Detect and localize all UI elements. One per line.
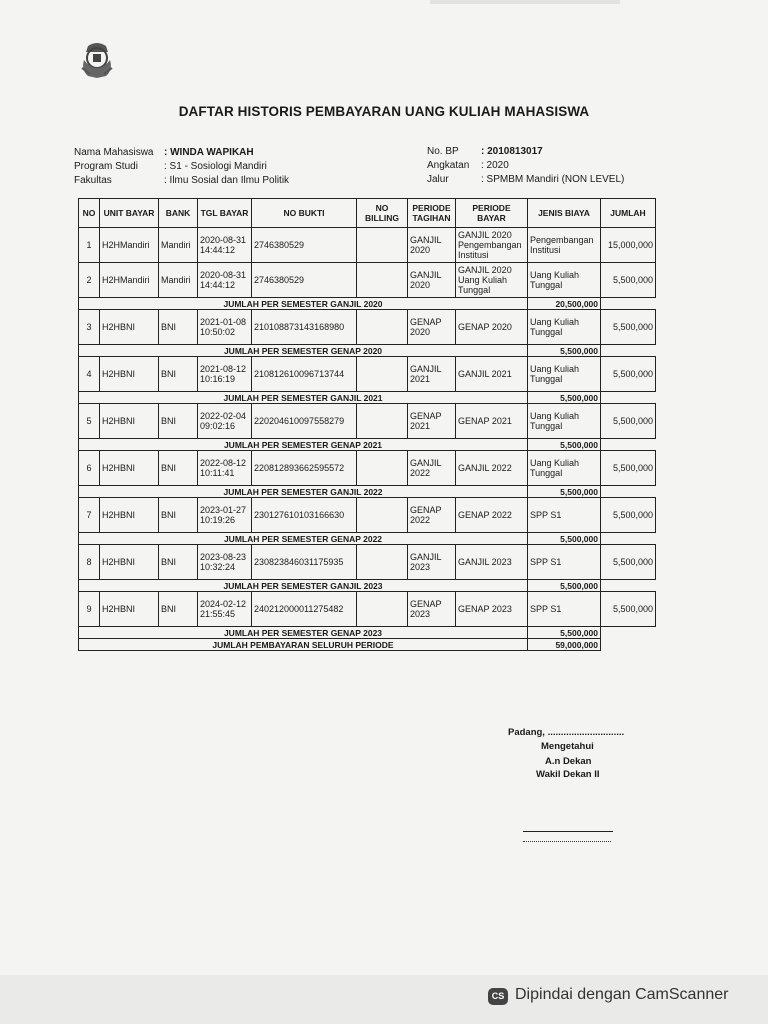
cell-tgl: 2021-01-08 10:50:02 [198, 310, 252, 345]
cell-bukti: 210108873143168980 [252, 310, 357, 345]
camscanner-icon: CS [488, 988, 508, 1005]
cell-tagihan: GANJIL 2021 [408, 357, 456, 392]
cell-no: 4 [79, 357, 100, 392]
signature-place-date: Padang, ............................. [508, 727, 625, 738]
subtotal-value: 5,500,000 [528, 439, 601, 451]
cell-no: 1 [79, 228, 100, 263]
cell-billing [357, 263, 408, 298]
student-info-right [427, 145, 624, 187]
subtotal-label: JUMLAH PER SEMESTER GENAP 2020 [79, 345, 528, 357]
cell-no: 3 [79, 310, 100, 345]
subtotal-label: JUMLAH PER SEMESTER GENAP 2021 [79, 439, 528, 451]
cell-jumlah: 5,500,000 [601, 592, 656, 627]
subtotal-row [79, 533, 656, 545]
cell-bayar: GANJIL 2021 [456, 357, 528, 392]
cell-bukti: 2746380529 [252, 228, 357, 263]
grand-total-empty [601, 639, 656, 651]
subtotal-empty [601, 345, 656, 357]
cell-jenis: Uang Kuliah Tunggal [528, 451, 601, 486]
info-row-angkatan: Angkatan : 2020 [427, 160, 509, 171]
cell-bank: BNI [159, 498, 198, 533]
subtotal-value: 5,500,000 [528, 392, 601, 404]
cell-unit: H2HBNI [100, 498, 159, 533]
cell-bank: BNI [159, 545, 198, 580]
subtotal-label: JUMLAH PER SEMESTER GENAP 2023 [79, 627, 528, 639]
cell-bank: BNI [159, 310, 198, 345]
cell-no: 9 [79, 592, 100, 627]
subtotal-row [79, 439, 656, 451]
subtotal-value: 5,500,000 [528, 533, 601, 545]
subtotal-value: 20,500,000 [528, 298, 601, 310]
header-cell: UNIT BAYAR [100, 199, 159, 228]
cell-tgl: 2022-02-04 09:02:16 [198, 404, 252, 439]
subtotal-empty [601, 486, 656, 498]
subtotal-value: 5,500,000 [528, 580, 601, 592]
header-cell: NO [79, 199, 100, 228]
signature-line-mengetahui: Mengetahui [541, 741, 594, 752]
camscanner-watermark: Dipindai dengan CamScanner [515, 986, 729, 1003]
cell-billing [357, 451, 408, 486]
subtotal-empty [601, 392, 656, 404]
cell-billing [357, 357, 408, 392]
cell-jumlah: 5,500,000 [601, 545, 656, 580]
cell-bayar: GANJIL 2022 [456, 451, 528, 486]
cell-tagihan: GANJIL 2020 [408, 228, 456, 263]
header-cell: BANK [159, 199, 198, 228]
subtotal-value: 5,500,000 [528, 486, 601, 498]
cell-bank: BNI [159, 404, 198, 439]
subtotal-value: 5,500,000 [528, 627, 601, 639]
cell-jumlah: 5,500,000 [601, 310, 656, 345]
cell-bukti: 2746380529 [252, 263, 357, 298]
cell-bank: BNI [159, 592, 198, 627]
cell-jenis: SPP S1 [528, 545, 601, 580]
subtotal-row [79, 580, 656, 592]
subtotal-empty [601, 580, 656, 592]
subtotal-label: JUMLAH PER SEMESTER GENAP 2022 [79, 533, 528, 545]
header-cell: NO BILLING [357, 199, 408, 228]
signature-dotted-line [523, 841, 611, 842]
cell-no: 7 [79, 498, 100, 533]
cell-billing [357, 228, 408, 263]
table-row [79, 357, 656, 392]
cell-tagihan: GENAP 2023 [408, 592, 456, 627]
cell-tagihan: GANJIL 2022 [408, 451, 456, 486]
subtotal-row [79, 345, 656, 357]
grand-total-label: JUMLAH PEMBAYARAN SELURUH PERIODE [79, 639, 528, 651]
cell-jumlah: 15,000,000 [601, 228, 656, 263]
subtotal-label: JUMLAH PER SEMESTER GANJIL 2021 [79, 392, 528, 404]
grand-total-value: 59,000,000 [528, 639, 601, 651]
cell-unit: H2HMandiri [100, 263, 159, 298]
subtotal-empty [601, 298, 656, 310]
cell-billing [357, 310, 408, 345]
header-cell: JENIS BIAYA [528, 199, 601, 228]
cell-jenis: Uang Kuliah Tunggal [528, 357, 601, 392]
cell-tgl: 2023-08-23 10:32:24 [198, 545, 252, 580]
cell-bank: Mandiri [159, 228, 198, 263]
signature-line-an-dekan: A.n Dekan [545, 756, 592, 767]
header-cell: TGL BAYAR [198, 199, 252, 228]
table-row [79, 263, 656, 298]
cell-jumlah: 5,500,000 [601, 357, 656, 392]
cell-billing [357, 498, 408, 533]
cell-billing [357, 592, 408, 627]
cell-unit: H2HBNI [100, 451, 159, 486]
cell-bank: Mandiri [159, 263, 198, 298]
table-row [79, 228, 656, 263]
cell-no: 5 [79, 404, 100, 439]
cell-bukti: 230127610103166630 [252, 498, 357, 533]
cell-billing [357, 404, 408, 439]
subtotal-empty [601, 627, 656, 639]
grand-total-row [79, 639, 656, 651]
cell-tgl: 2022-08-12 10:11:41 [198, 451, 252, 486]
cell-bayar: GANJIL 2023 [456, 545, 528, 580]
cell-tagihan: GANJIL 2020 [408, 263, 456, 298]
cell-bank: BNI [159, 357, 198, 392]
cell-unit: H2HBNI [100, 404, 159, 439]
header-cell: NO BUKTI [252, 199, 357, 228]
info-row-fakultas: Fakultas : Ilmu Sosial dan Ilmu Politik [74, 175, 290, 186]
table-header-row [79, 199, 656, 228]
cell-bayar: GENAP 2020 [456, 310, 528, 345]
cell-tgl: 2023-01-27 10:19:26 [198, 498, 252, 533]
cell-bayar: GENAP 2021 [456, 404, 528, 439]
cell-bayar: GANJIL 2020 Uang Kuliah Tunggal [456, 263, 528, 298]
subtotal-label: JUMLAH PER SEMESTER GANJIL 2023 [79, 580, 528, 592]
header-cell: PERIODE BAYAR [456, 199, 528, 228]
subtotal-row [79, 627, 656, 639]
subtotal-empty [601, 533, 656, 545]
table-row [79, 498, 656, 533]
cell-unit: H2HBNI [100, 545, 159, 580]
cell-bukti: 220812893662595572 [252, 451, 357, 486]
cell-jenis: SPP S1 [528, 592, 601, 627]
subtotal-label: JUMLAH PER SEMESTER GANJIL 2022 [79, 486, 528, 498]
cell-no: 6 [79, 451, 100, 486]
signature-underline [523, 831, 613, 832]
cell-jumlah: 5,500,000 [601, 498, 656, 533]
student-info-left [74, 146, 289, 188]
cell-bayar: GENAP 2023 [456, 592, 528, 627]
cell-tgl: 2021-08-12 10:16:19 [198, 357, 252, 392]
cell-bukti: 210812610096713744 [252, 357, 357, 392]
cell-bukti: 240212000011275482 [252, 592, 357, 627]
cell-no: 2 [79, 263, 100, 298]
table-row [79, 592, 656, 627]
subtotal-row [79, 486, 656, 498]
cell-unit: H2HBNI [100, 592, 159, 627]
cell-jenis: Pengembangan Institusi [528, 228, 601, 263]
cell-billing [357, 545, 408, 580]
cell-jumlah: 5,500,000 [601, 263, 656, 298]
signature-line-wakil-dekan: Wakil Dekan II [536, 769, 600, 780]
info-row-nama: Nama Mahasiswa : WINDA WAPIKAH [74, 147, 254, 158]
cell-tagihan: GENAP 2020 [408, 310, 456, 345]
cell-unit: H2HBNI [100, 310, 159, 345]
info-row-nobp: No. BP : 2010813017 [427, 146, 543, 157]
cell-jenis: Uang Kuliah Tunggal [528, 310, 601, 345]
table-row [79, 404, 656, 439]
subtotal-empty [601, 439, 656, 451]
table-row [79, 451, 656, 486]
cell-tagihan: GENAP 2021 [408, 404, 456, 439]
subtotal-value: 5,500,000 [528, 345, 601, 357]
cell-jenis: Uang Kuliah Tunggal [528, 404, 601, 439]
cell-no: 8 [79, 545, 100, 580]
document-title: DAFTAR HISTORIS PEMBAYARAN UANG KULIAH MAHASISWA [178, 104, 590, 119]
cell-jenis: SPP S1 [528, 498, 601, 533]
cell-bayar: GENAP 2022 [456, 498, 528, 533]
cell-tgl: 2020-08-31 14:44:12 [198, 263, 252, 298]
cell-unit: H2HMandiri [100, 228, 159, 263]
cell-jumlah: 5,500,000 [601, 404, 656, 439]
table-row [79, 310, 656, 345]
subtotal-row [79, 392, 656, 404]
cell-tagihan: GENAP 2022 [408, 498, 456, 533]
cell-unit: H2HBNI [100, 357, 159, 392]
subtotal-row [79, 298, 656, 310]
cell-bayar: GANJIL 2020 Pengembangan Institusi [456, 228, 528, 263]
header-cell: PERIODE TAGIHAN [408, 199, 456, 228]
payment-history-table [78, 198, 656, 651]
cell-bukti: 230823846031175935 [252, 545, 357, 580]
cell-bukti: 220204610097558279 [252, 404, 357, 439]
table-row [79, 545, 656, 580]
cell-tgl: 2024-02-12 21:55:45 [198, 592, 252, 627]
cell-bank: BNI [159, 451, 198, 486]
subtotal-label: JUMLAH PER SEMESTER GANJIL 2020 [79, 298, 528, 310]
paper-crease [430, 0, 620, 4]
cell-tagihan: GANJIL 2023 [408, 545, 456, 580]
header-cell: JUMLAH [601, 199, 656, 228]
info-row-jalur: Jalur : SPMBM Mandiri (NON LEVEL) [427, 174, 625, 185]
info-row-prodi: Program Studi : S1 - Sosiologi Mandiri [74, 161, 267, 172]
cell-jenis: Uang Kuliah Tunggal [528, 263, 601, 298]
cell-tgl: 2020-08-31 14:44:12 [198, 228, 252, 263]
cell-jumlah: 5,500,000 [601, 451, 656, 486]
university-logo-icon [78, 38, 116, 80]
